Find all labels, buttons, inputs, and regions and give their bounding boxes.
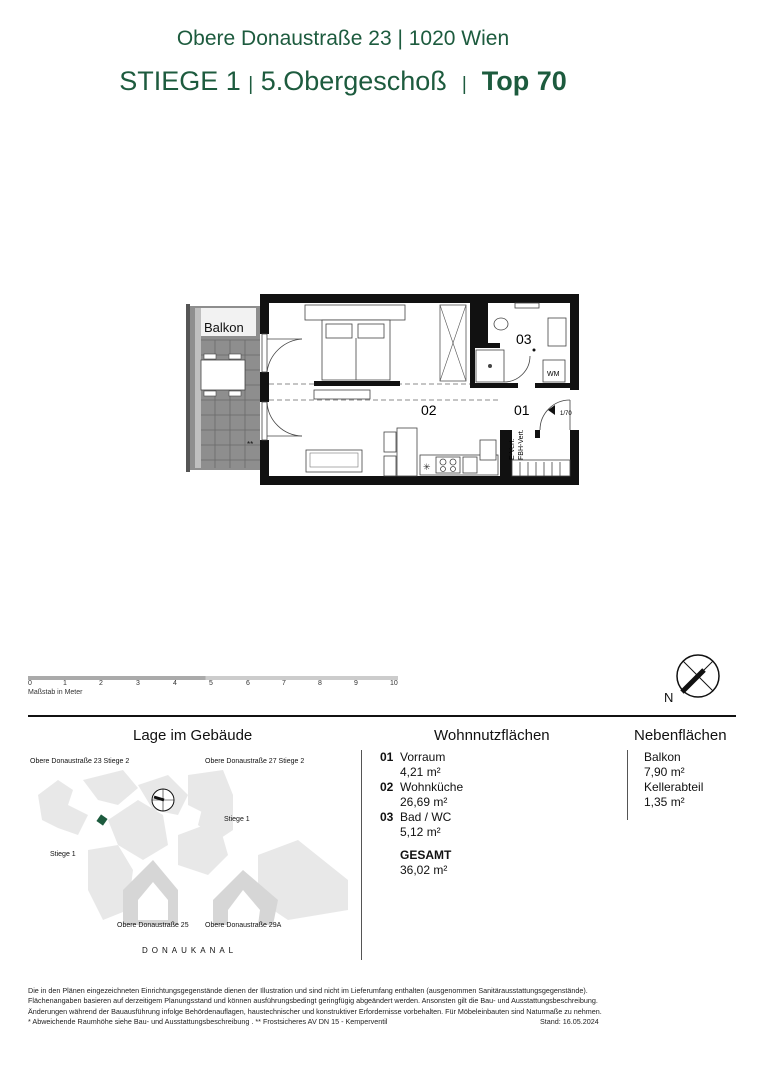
stiege-label: STIEGE 1 [119,66,241,96]
footer-notes: Die in den Plänen eingezeichneten Einrichtungsgegenstände dienen der Illustration und sind nicht im Lieferumfang enthalten (ausgenommen Sanitärausstattungsgegenstände). Flächenangaben basieren auf derzeitigem Planungsstand und können ausführungsbedingt geringfügig abgeändert werden. Ansonsten gilt die Bau- und Ausstattungsbeschreibung. Änderungen während der Bauausführung infolge Behördenauflagen, haustechnischer und konstruktiver Erfordernisse vorbehalten. Für Möbeleinbauten sind Naturmaße zu nehmen. * Abweichende Raumhöhe siehe Bau- und Ausstattungsbeschreibung . ** Frostsicheres AV DN 15 - Kemperventil [28,986,602,1027]
stars-marker: ** [247,440,254,449]
neben-title: Nebenflächen [634,727,727,744]
site-label: Obere Donaustraße 27 Stiege 2 [205,758,305,765]
wohn-title: Wohnnutzflächen [434,727,550,744]
site-map [28,760,358,950]
section-divider [28,715,736,717]
stand-date: Stand: 16.05.2024 [540,1017,599,1026]
column-divider [361,750,362,960]
site-label: Obere Donaustraße 29A [205,922,282,929]
separator: | [248,74,254,95]
neben-list: Balkon 7,90 m² Kellerabteil 1,35 m² [644,750,704,809]
total-row: GESAMT 36,02 m² [400,848,452,877]
floor-label: 5.Obergeschoß [260,66,447,96]
scale-label: Maßstab in Meter [28,689,83,696]
room-01-label: 01 [514,402,530,418]
kanal-label: DONAUKANAL [142,946,238,955]
separator: | [461,74,467,95]
balkon-label: Balkon [204,320,244,335]
list-item: 01 Vorraum 4,21 m² [380,750,446,779]
door-code: 1/70 [560,411,572,417]
scale-ticks: 0 1 2 3 4 5 6 7 8 9 10 [28,680,398,687]
top-label: Top 70 [481,66,567,96]
room-02-label: 02 [421,402,437,418]
fbh-vert-label: FBH-Vert. [518,429,525,460]
room-03-label: 03 [516,331,532,347]
list-item: 02 Wohnküche 26,69 m² [380,780,464,809]
column-divider [627,750,628,820]
address-heading: Obere Donaustraße 23 | 1020 Wien [176,27,510,50]
e-vert-label: E-Vert. [509,438,516,460]
site-label: Stiege 1 [224,816,250,823]
site-label: Obere Donaustraße 25 [117,922,189,929]
site-label: Stiege 1 [50,851,76,858]
list-item: 03 Bad / WC 5,12 m² [380,810,452,839]
site-label: Obere Donaustraße 23 Stiege 2 [30,758,130,765]
north-label: N [664,690,674,705]
lage-title: Lage im Gebäude [133,727,253,744]
svg-text:✳: ✳ [423,463,431,473]
wm-label: WM [547,371,560,378]
wohn-list [380,750,610,878]
